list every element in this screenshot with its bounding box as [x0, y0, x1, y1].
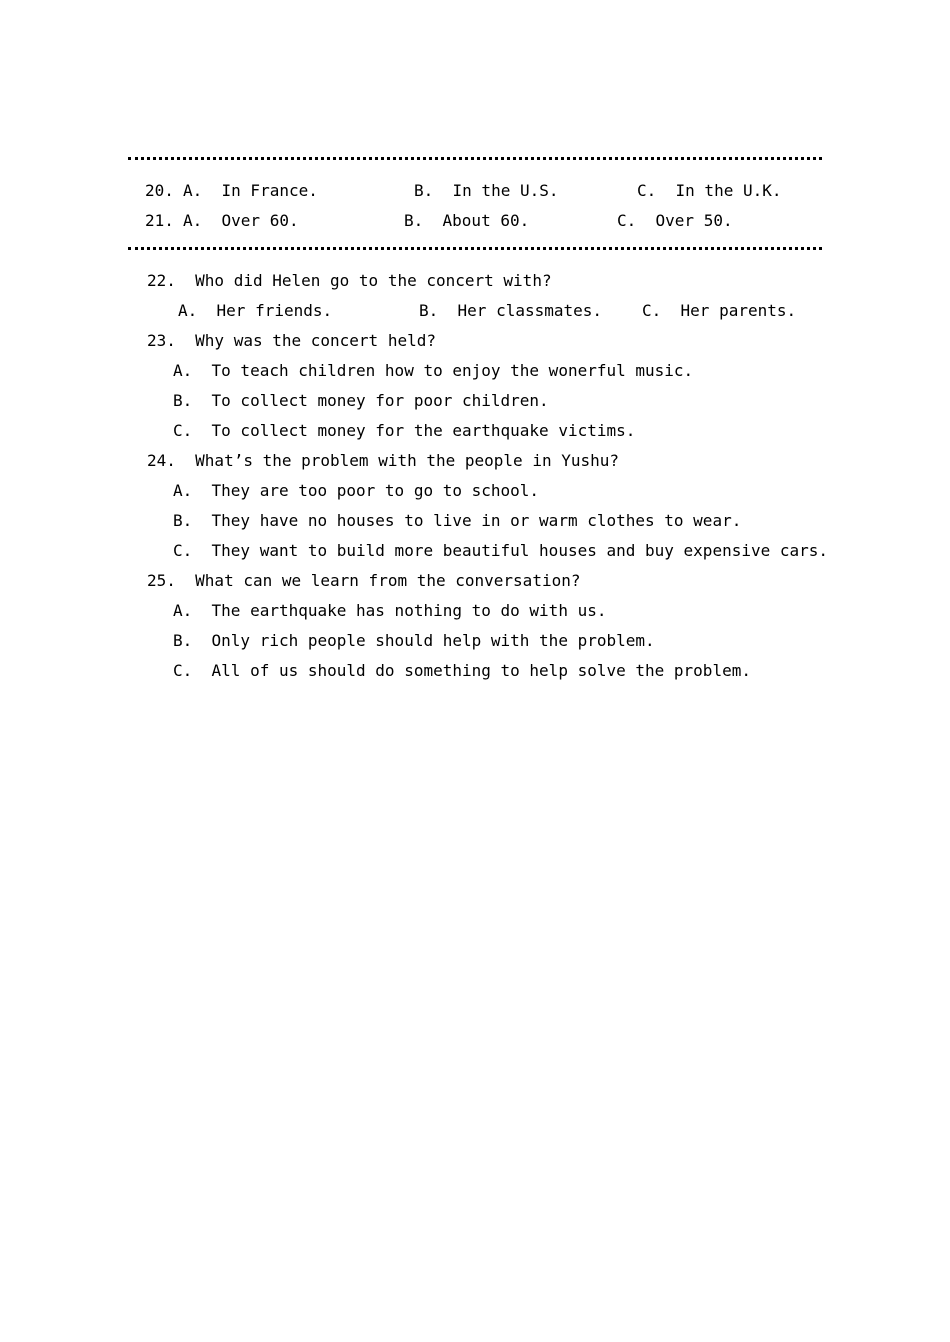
q22-option-a: A. Her friends. [178, 301, 333, 320]
q20-option-a: A. In France. [183, 181, 318, 200]
q20-option-c: C. In the U.K. [637, 181, 782, 200]
q25-option-a: A. The earthquake has nothing to do with us. [173, 601, 607, 620]
question-25-stem: 25. What can we learn from the conversation? [147, 571, 581, 590]
dotted-separator-bottom [128, 247, 822, 250]
question-22-stem: 22. Who did Helen go to the concert with? [147, 271, 552, 290]
q25-option-b: B. Only rich people should help with the problem. [173, 631, 655, 650]
question-23-stem: 23. Why was the concert held? [147, 331, 436, 350]
dotted-separator-top [128, 157, 822, 160]
q23-option-a: A. To teach children how to enjoy the wonerful music. [173, 361, 694, 380]
q21-option-a: A. Over 60. [183, 211, 299, 230]
q20-option-b: B. In the U.S. [414, 181, 559, 200]
q23-option-b: B. To collect money for poor children. [173, 391, 549, 410]
q25-option-c: C. All of us should do something to help solve the problem. [173, 661, 751, 680]
q22-option-b: B. Her classmates. [419, 301, 603, 320]
q23-option-c: C. To collect money for the earthquake victims. [173, 421, 636, 440]
q21-option-c: C. Over 50. [617, 211, 733, 230]
q24-option-a: A. They are too poor to go to school. [173, 481, 540, 500]
question-number-20: 20. [145, 181, 174, 200]
question-24-stem: 24. What’s the problem with the people in Yushu? [147, 451, 620, 470]
q24-option-b: B. They have no houses to live in or warm clothes to wear. [173, 511, 742, 530]
q22-option-c: C. Her parents. [642, 301, 797, 320]
question-number-21: 21. [145, 211, 174, 230]
q21-option-b: B. About 60. [404, 211, 530, 230]
q24-option-c: C. They want to build more beautiful houses and buy expensive cars. [173, 541, 829, 560]
